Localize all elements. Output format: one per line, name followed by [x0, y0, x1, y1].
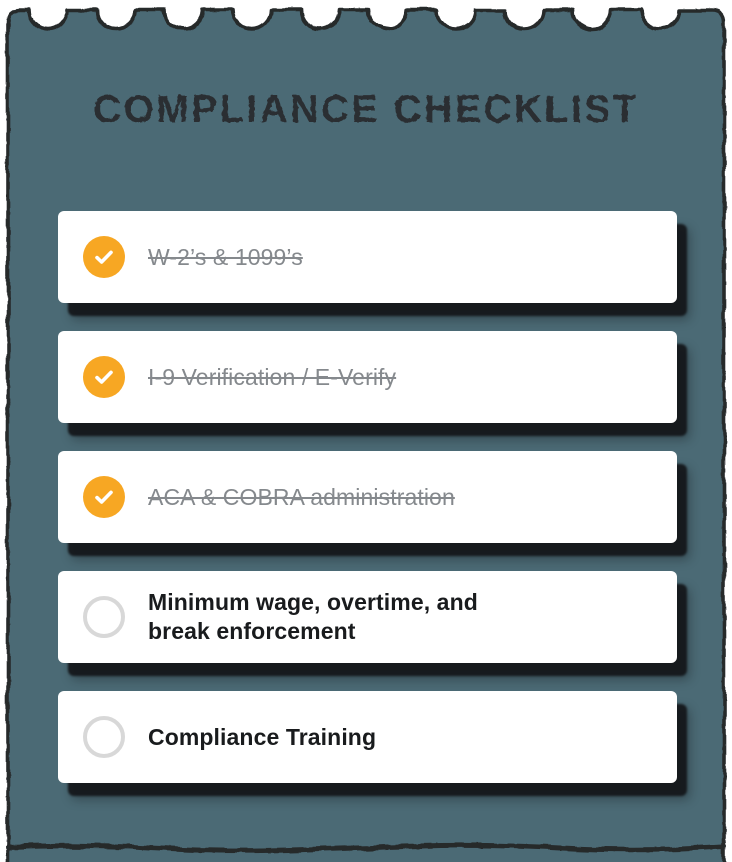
checklist-item[interactable]: [58, 331, 677, 423]
check-icon: [92, 365, 116, 389]
check-circle-icon[interactable]: [83, 236, 125, 278]
check-icon: [92, 485, 116, 509]
empty-circle-icon[interactable]: [83, 596, 125, 638]
checklist-item[interactable]: [58, 571, 677, 663]
check-circle-icon[interactable]: [83, 356, 125, 398]
checklist-item-label: Minimum wage, overtime, and break enforcement: [148, 589, 478, 644]
checklist-item[interactable]: [58, 211, 677, 303]
empty-circle-icon[interactable]: [83, 716, 125, 758]
page-title: COMPLIANCE CHECKLIST: [92, 88, 640, 131]
check-circle-icon[interactable]: [83, 476, 125, 518]
checklist-item-label: I-9 Verification / E-Verify: [148, 363, 397, 390]
checklist-item[interactable]: [58, 691, 677, 783]
checklist-item-label: ACA & COBRA administration: [148, 483, 455, 510]
checklist-item[interactable]: [58, 451, 677, 543]
checklist-item-label: Compliance Training: [148, 723, 377, 750]
compliance-checklist: [58, 211, 677, 811]
check-icon: [92, 245, 116, 269]
checklist-item-label: W-2’s & 1099’s: [148, 243, 303, 270]
